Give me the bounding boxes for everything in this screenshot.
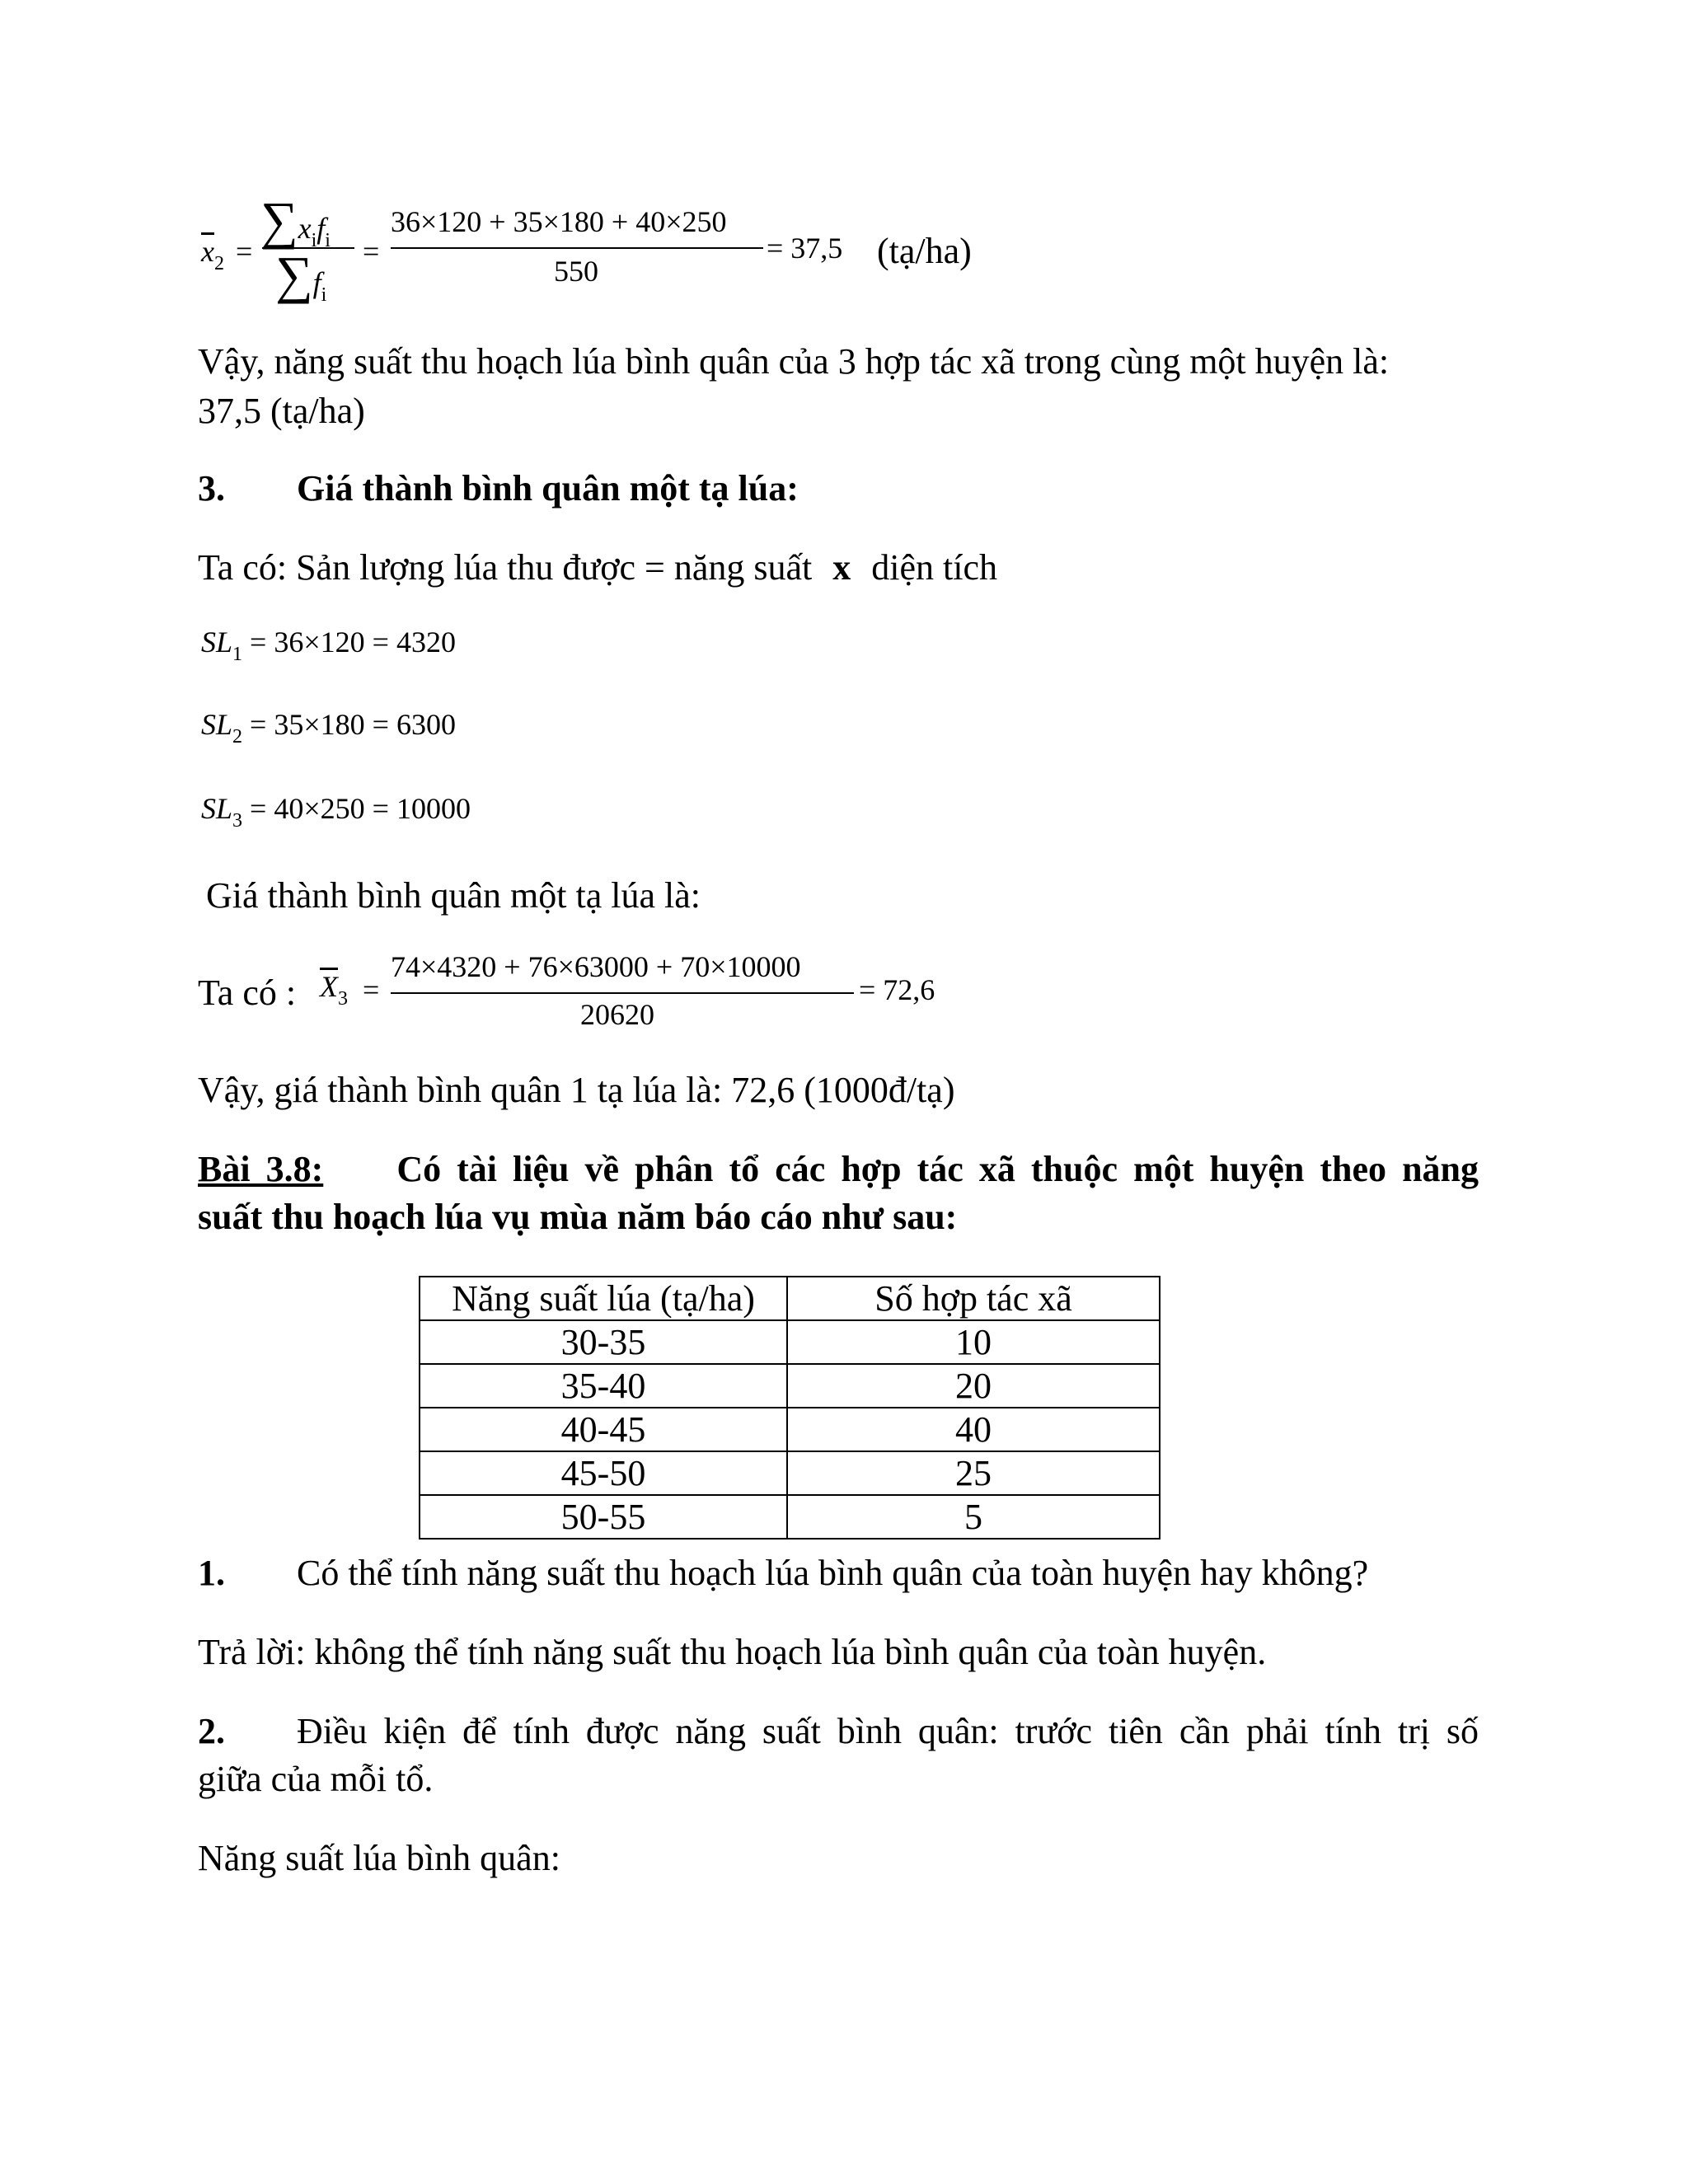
question2-text-line2: giữa của mỗi tổ. bbox=[198, 1759, 434, 1799]
average-price-title: Giá thành bình quân một tạ lúa là: bbox=[206, 875, 701, 916]
x-bar-symbol: $\overline{X}$ bbox=[320, 970, 338, 1003]
formula-x3-result: = 72,6 bbox=[859, 973, 935, 1006]
table-header-row bbox=[420, 1277, 1160, 1320]
table-cell: 5 bbox=[787, 1495, 1160, 1539]
formula-x2-numerator: 36×120 + 35×180 + 40×250 bbox=[391, 205, 727, 238]
section3-number: 3. bbox=[198, 468, 225, 509]
section3-intro: Ta có: Sản lượng lúa thu được = năng suất x diện tích bbox=[198, 547, 998, 588]
table-cell: 25 bbox=[787, 1451, 1160, 1495]
table-cell: 45-50 bbox=[420, 1451, 787, 1495]
formula-x2-eq2: = bbox=[363, 235, 380, 268]
sum-fi-denominator: ∑fi bbox=[275, 246, 327, 306]
table-row bbox=[420, 1451, 1160, 1495]
table-header-cell: Năng suất lúa (tạ/ha) bbox=[420, 1277, 787, 1320]
sl3-equation: $SL_3 = 40\times 250 = 10000$ bbox=[201, 792, 471, 832]
question2-number: 2. bbox=[198, 1711, 225, 1751]
table-row bbox=[420, 1495, 1160, 1539]
table-row bbox=[420, 1408, 1160, 1451]
sigma-symbol: ∑ bbox=[275, 246, 313, 304]
sum-xifi-numerator: ∑xifi bbox=[260, 191, 331, 251]
section3-title: Giá thành bình quân một tạ lúa: bbox=[297, 468, 799, 509]
formula-x2-result: = 37,5 bbox=[767, 232, 843, 265]
table-header-cell: Số hợp tác xã bbox=[787, 1277, 1160, 1320]
table-cell: 40-45 bbox=[420, 1408, 787, 1451]
table-cell: 50-55 bbox=[420, 1495, 787, 1539]
formula-x2-lhs: $\overline{x}_2$ bbox=[201, 235, 224, 274]
answer1-text: Trả lời: không thể tính năng suất thu hoạch lúa bình quân của toàn huyện. bbox=[198, 1632, 1267, 1672]
exercise-heading-line1 bbox=[198, 1146, 1479, 1193]
table-cell: 40 bbox=[787, 1408, 1160, 1451]
table-row bbox=[420, 1320, 1160, 1364]
formula-x3-lhs: $\overline{X}_3$ bbox=[320, 970, 348, 1010]
section3-conclusion: Vậy, giá thành bình quân 1 tạ lúa là: 72,6 (1000đ/tạ) bbox=[198, 1070, 955, 1110]
formula-x2-eq1: = bbox=[236, 235, 253, 268]
formula-x3-eq: = bbox=[363, 973, 380, 1006]
fraction-bar-x3 bbox=[391, 992, 854, 994]
question2-text-line1: Điều kiện để tính được năng suất bình quân: trước tiên cần phải tính trị số bbox=[297, 1711, 1479, 1751]
exercise-heading-line2: suất thu hoạch lúa vụ mùa năm báo cáo như sau: bbox=[198, 1197, 958, 1237]
conclusion-value: 37,5 (tạ/ha) bbox=[198, 391, 365, 431]
formula-x3-numerator: 74×4320 + 76×63000 + 70×10000 bbox=[391, 950, 801, 983]
exercise-text: Có tài liệu về phân tổ các hợp tác xã thuộc một huyện theo năng bbox=[396, 1149, 1479, 1189]
exercise-label: Bài 3.8: bbox=[198, 1149, 324, 1189]
table-cell: 30-35 bbox=[420, 1320, 787, 1364]
times-symbol: x bbox=[832, 547, 851, 588]
average-yield-label: Năng suất lúa bình quân: bbox=[198, 1838, 560, 1878]
yield-table bbox=[419, 1276, 1160, 1540]
x-bar-symbol: $\overline{x}$ bbox=[201, 235, 214, 268]
table-cell: 10 bbox=[787, 1320, 1160, 1364]
table-row bbox=[420, 1364, 1160, 1408]
formula-x3-prefix: Ta có : bbox=[198, 972, 297, 1013]
table-cell: 20 bbox=[787, 1364, 1160, 1408]
table-cell: 35-40 bbox=[420, 1364, 787, 1408]
sl1-equation: $SL_1 = 36\times 120 = 4320$ bbox=[201, 626, 456, 665]
formula-x2-denominator: 550 bbox=[554, 255, 598, 288]
sigma-symbol: ∑ bbox=[260, 191, 298, 250]
sl2-equation: $SL_2 = 35\times 180 = 6300$ bbox=[201, 708, 456, 748]
formula-x3-denominator: 20620 bbox=[580, 998, 654, 1031]
formula-x2-unit: (tạ/ha) bbox=[877, 231, 972, 271]
conclusion-paragraph: Vậy, năng suất thu hoạch lúa bình quân của 3 hợp tác xã trong cùng một huyện là: bbox=[198, 341, 1390, 382]
question1-number: 1. bbox=[198, 1553, 225, 1593]
question1-text: Có thể tính năng suất thu hoạch lúa bình quân của toàn huyện hay không? bbox=[297, 1553, 1369, 1593]
fraction-bar-x2 bbox=[391, 247, 763, 249]
